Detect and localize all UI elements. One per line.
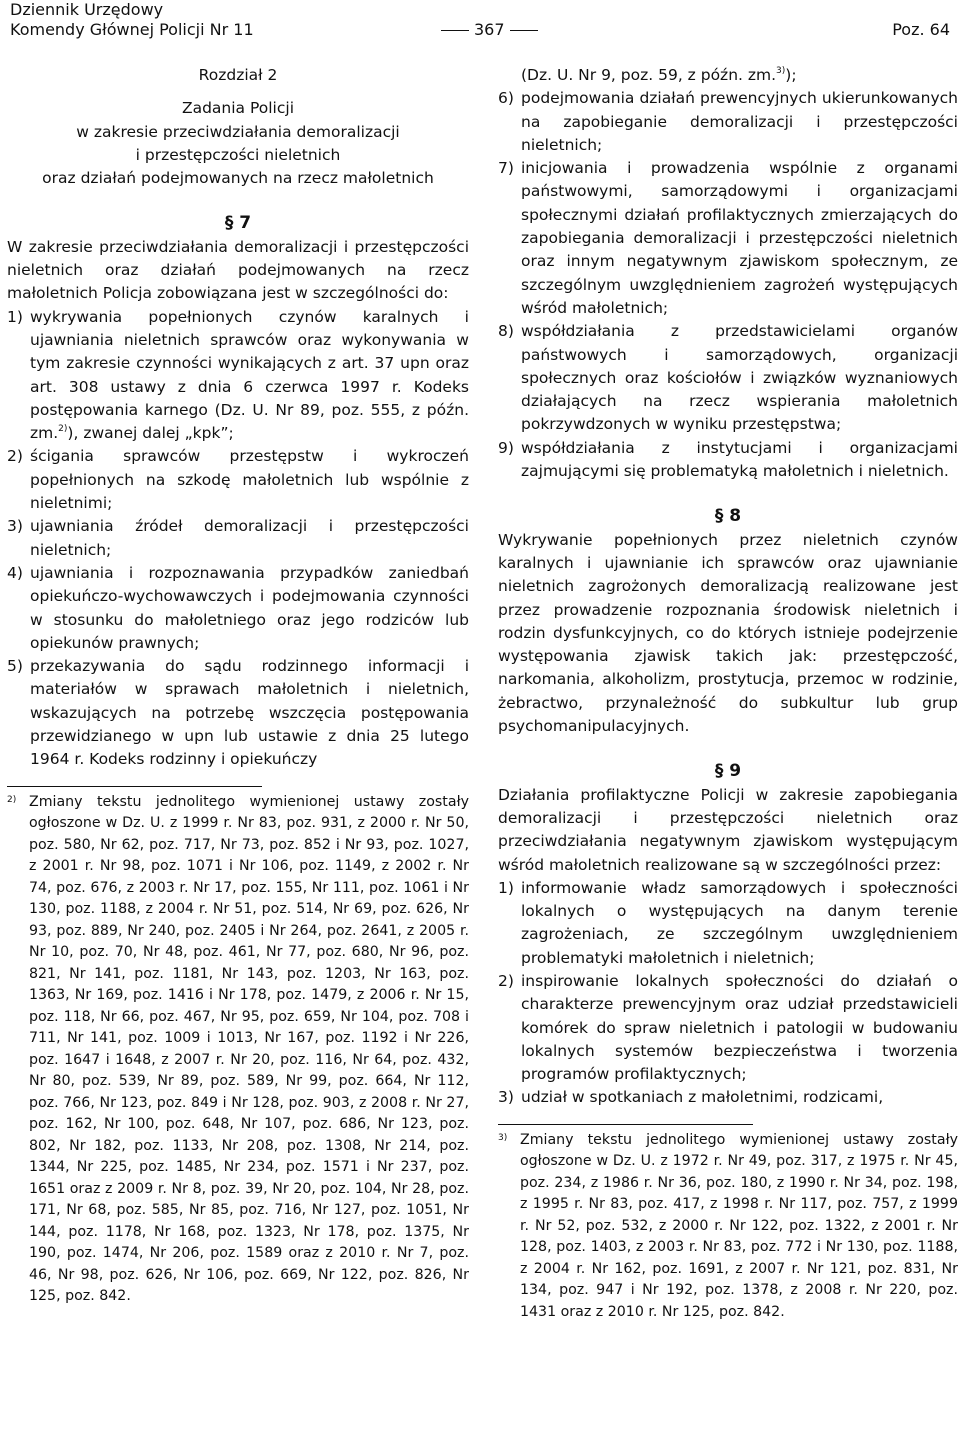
list-item-number: 4) (7, 563, 23, 582)
list-item (7, 655, 469, 771)
footnote-ref: 2) (58, 424, 68, 435)
list-item-text: podejmowania działań prewencyjnych ukierunkowanych na zapobieganie demoralizacji i przestępczości nieletnich; (521, 89, 958, 154)
list-item-number: 7) (498, 159, 514, 178)
section-9-heading: § 9 (714, 761, 742, 782)
list-item-text: inicjowania i prowadzenia wspólnie z organami państwowymi, samorządowymi i organizacjami społecznymi działań profilaktycznych zmierzających do zapobiegania demoralizacji i przestępczości nieletnich oraz innym negatywnym zjawiskom społecznym, ze szczególnym uwzględnieniem zagrożeń występujących wśród małoletnich; (521, 159, 958, 317)
list-item (498, 970, 958, 1086)
page-number-dash-left (441, 30, 469, 31)
section-7-continuation (498, 64, 958, 87)
footnote-3 (498, 1130, 958, 1324)
list-item-number: 5) (7, 657, 23, 676)
section-7-intro: W zakresie przeciwdziałania demoralizacji i przestępczości nieletnich oraz działań podejmowanych na rzecz małoletnich Policja zobowiązana jest w szczególności do: (7, 237, 469, 303)
list-item-number: 1) (498, 878, 514, 897)
continuation-text: (Dz. U. Nr 9, poz. 59, z późn. zm. (521, 66, 777, 84)
section-8-heading: § 8 (714, 506, 742, 527)
chapter-subtitle-line: i przestępczości nieletnich (135, 145, 341, 164)
list-item (498, 320, 958, 436)
footnote-marker: 2) (7, 794, 17, 805)
left-column (7, 64, 469, 1308)
footnote-2 (7, 792, 469, 1308)
section-8-text: Wykrywanie popełnionych przez nieletnich czynów karalnych i ujawnianie ich sprawców oraz ujawnianie nieletnich zagrożonych demoralizacją realizowane jest przez prowadzenie rozpoznania środowisk nieletnich i rodzin dysfunkcyjnych, co do których istnieje podejrzenie występowania zjawisk takich jak: przestępczość, narkomania, alkoholizm, prostytucja, przemoc w rodzinie, żebractwo, przynależność do subkultur lub grup psychomanipulacyjnych. (498, 530, 958, 736)
chapter-subtitle-line: w zakresie przeciwdziałania demoralizacji (76, 122, 400, 141)
list-item-number: 9) (498, 438, 514, 457)
list-item-text-part: ), zwanej dalej „kpk”; (67, 424, 234, 443)
page-number-dash-right (510, 30, 538, 31)
page-number-block (436, 20, 543, 40)
publication-title: Dziennik Urzędowy (10, 0, 164, 19)
chapter-title: Rozdział 2 (198, 66, 278, 84)
footnote-divider (7, 786, 262, 787)
list-item (498, 437, 958, 484)
list-item-text: informowanie władz samorządowych i społeczności lokalnych o występujących na danym terenie zagrożeniach, ze szczególnym uwzględnieniem problematyki małoletnich i nieletnich; (521, 878, 958, 967)
list-item-number: 6) (498, 89, 514, 108)
issuer-name: Komendy Głównej Policji Nr 11 (10, 20, 254, 39)
list-item-text: ujawniania i rozpoznawania przypadków zaniedbań opiekuńczo-wychowawczych i podejmowania czynności w stosunku do małoletniego oraz jego rodziców lub opiekunów prawnych; (30, 563, 469, 652)
chapter-subtitle-line: oraz działań podejmowanych na rzecz małoletnich (42, 169, 434, 188)
list-item-number: 8) (498, 322, 514, 341)
page-header-left (10, 0, 254, 40)
list-item-number: 2) (7, 447, 23, 466)
footnote-divider (498, 1124, 753, 1125)
list-item-text: współdziałania z instytucjami i organizacjami zajmującymi się problematyką małoletnich i nieletnich. (521, 438, 958, 481)
section-7-heading: § 7 (224, 213, 252, 234)
list-item-text: współdziałania z przedstawicielami organów państwowych i samorządowych, organizacji społecznych oraz kościołów i związków wyznaniowych działających na rzecz wspierania małoletnich pokrzywdzonych w wyniku przestępstwa; (521, 322, 958, 434)
position-number: Poz. 64 (892, 20, 950, 39)
page-number: 367 (474, 20, 505, 39)
footnote-marker: 3) (498, 1132, 508, 1143)
continuation-text: ); (785, 66, 797, 84)
footnote-text: Zmiany tekstu jednolitego wymienionej ustawy zostały ogłoszone w Dz. U. z 1972 r. Nr 49, poz. 317, z 1975 r. Nr 45, poz. 234, z 1986 r. Nr 36, poz. 180, z 1990 r. Nr 34, poz. 198, z 1995 r. Nr 83, poz. 417, z 1998 r. Nr 117, poz. 757, z 1999 r. Nr 52, poz. 532, z 2000 r. Nr 122, poz. 1322, z 2001 r. Nr 128, poz. 1403, z 2003 r. Nr 83, poz. 772 i Nr 130, poz. 1188, z 2004 r. Nr 162, poz. 1691, z 2007 r. Nr 121, poz. 831, Nr 134, poz. 947 i Nr 192, poz. 1378, z 2008 r. Nr 220, poz. 1431 oraz z 2010 r. Nr 125, poz. 842. (520, 1131, 958, 1320)
list-item-text-part: wykrywania popełnionych czynów karalnych i ujawniania nieletnich sprawców oraz wykonywania w tym zakresie czynności wynikających z art. 37 upn oraz art. 308 ustawy z dnia 6 czerwca 1997 r. Kodeks postępowania karnego (Dz. U. Nr 89, poz. 555, z późn. zm. (30, 307, 469, 443)
list-item-text: ujawniania źródeł demoralizacji i przestępczości nieletnich; (30, 517, 469, 559)
list-item-text: inspirowanie lokalnych społeczności do działań o charakterze prewencyjnym oraz udział przedstawicieli komórek do spraw nieletnich i patologii w budowaniu lokalnych systemów bezpieczeństwa i tworzenia programów profilaktycznych; (521, 971, 958, 1084)
list-item (498, 877, 958, 970)
list-item-text (30, 306, 469, 446)
list-item (7, 445, 469, 515)
chapter-subtitle-line: Zadania Policji (181, 99, 295, 118)
right-column (498, 64, 958, 1323)
list-item-number: 3) (498, 1088, 514, 1107)
footnote-ref: 3) (776, 66, 786, 76)
list-item (7, 515, 469, 562)
footnote-text: Zmiany tekstu jednolitego wymienionej ustawy zostały ogłoszone w Dz. U. z 1999 r. Nr 83, poz. 931, z 2000 r. Nr 50, poz. 580, Nr 62, poz. 717, Nr 73, poz. 852 i Nr 93, poz. 1027, z 2001 r. Nr 98, poz. 1071 i Nr 106, poz. 1149, z 2002 r. Nr 74, poz. 676, z 2003 r. Nr 17, poz. 155, Nr 111, poz. 1061 i Nr 130, poz. 1188, z 2004 r. Nr 51, poz. 514, Nr 69, poz. 626, Nr 93, poz. 889, Nr 240, poz. 2405 i Nr 264, poz. 2641, z 2005 r. Nr 10, poz. 70, Nr 48, poz. 461, Nr 77, poz. 680, Nr 96, poz. 821, Nr 141, poz. 1181, Nr 143, poz. 1203, Nr 163, poz. 1363, Nr 169, poz. 1416 i Nr 178, poz. 1479, z 2006 r. Nr 15, poz. 118, Nr 66, poz. 467, Nr 95, poz. 659, Nr 104, poz. 708 i 711, Nr 141, poz. 1009 i 1013, Nr 167, poz. 1192 i Nr 226, poz. 1647 i 1648, z 2007 r. Nr 20, poz. 116, Nr 64, poz. 432, Nr 80, poz. 539, Nr 89, poz. 589, Nr 99, poz. 664, Nr 112, poz. 766, Nr 123, poz. 849 i Nr 128, poz. 903, z 2008 r. Nr 27, poz. 162, Nr 100, poz. 648, Nr 107, poz. 686, Nr 123, poz. 802, Nr 182, poz. 1133, Nr 208, poz. 1308, Nr 214, poz. 1344, Nr 225, poz. 1485, Nr 234, poz. 1571 i Nr 237, poz. 1651 oraz z 2009 r. Nr 8, poz. 39, Nr 20, poz. 104, Nr 28, poz. 171, Nr 68, poz. 585, Nr 85, poz. 716, Nr 127, poz. 1051, Nr 144, poz. 1178, Nr 168, poz. 1323, Nr 178, poz. 1375, Nr 190, poz. 1474, Nr 206, poz. 1589 oraz z 2010 r. Nr 7, poz. 46, Nr 98, poz. 626, Nr 106, poz. 669, Nr 122, poz. 826, Nr 125, poz. 842. (29, 793, 469, 1305)
list-item-number: 2) (498, 971, 514, 990)
list-item-number: 3) (7, 517, 23, 536)
list-item (7, 562, 469, 655)
list-item-text: przekazywania do sądu rodzinnego informacji i materiałów w sprawach małoletnich i nieletnich, wskazujących na potrzebę wszczęcia postępowania przewidzianego w upn lub ustawie z dnia 25 lutego 1964 r. Kodeks rodzinny i opiekuńczy (30, 657, 469, 769)
section-9-intro: Działania profilaktyczne Policji w zakresie zapobiegania demoralizacji i przestępczości nieletnich oraz przeciwdziałania negatywnym zjawiskom występującym wśród małoletnich realizowane są w szczególności przez: (498, 785, 958, 874)
list-item (498, 87, 958, 157)
list-item-text: ścigania sprawców przestępstw i wykroczeń popełnionych na szkodę małoletnich lub wspólnie z nieletnimi; (30, 447, 469, 513)
list-item (498, 157, 958, 320)
list-item (7, 306, 469, 446)
chapter-heading (7, 64, 469, 190)
list-item-text: udział w spotkaniach z małoletnimi, rodzicami, (521, 1088, 884, 1107)
list-item-number: 1) (7, 307, 23, 326)
list-item (498, 1086, 958, 1109)
